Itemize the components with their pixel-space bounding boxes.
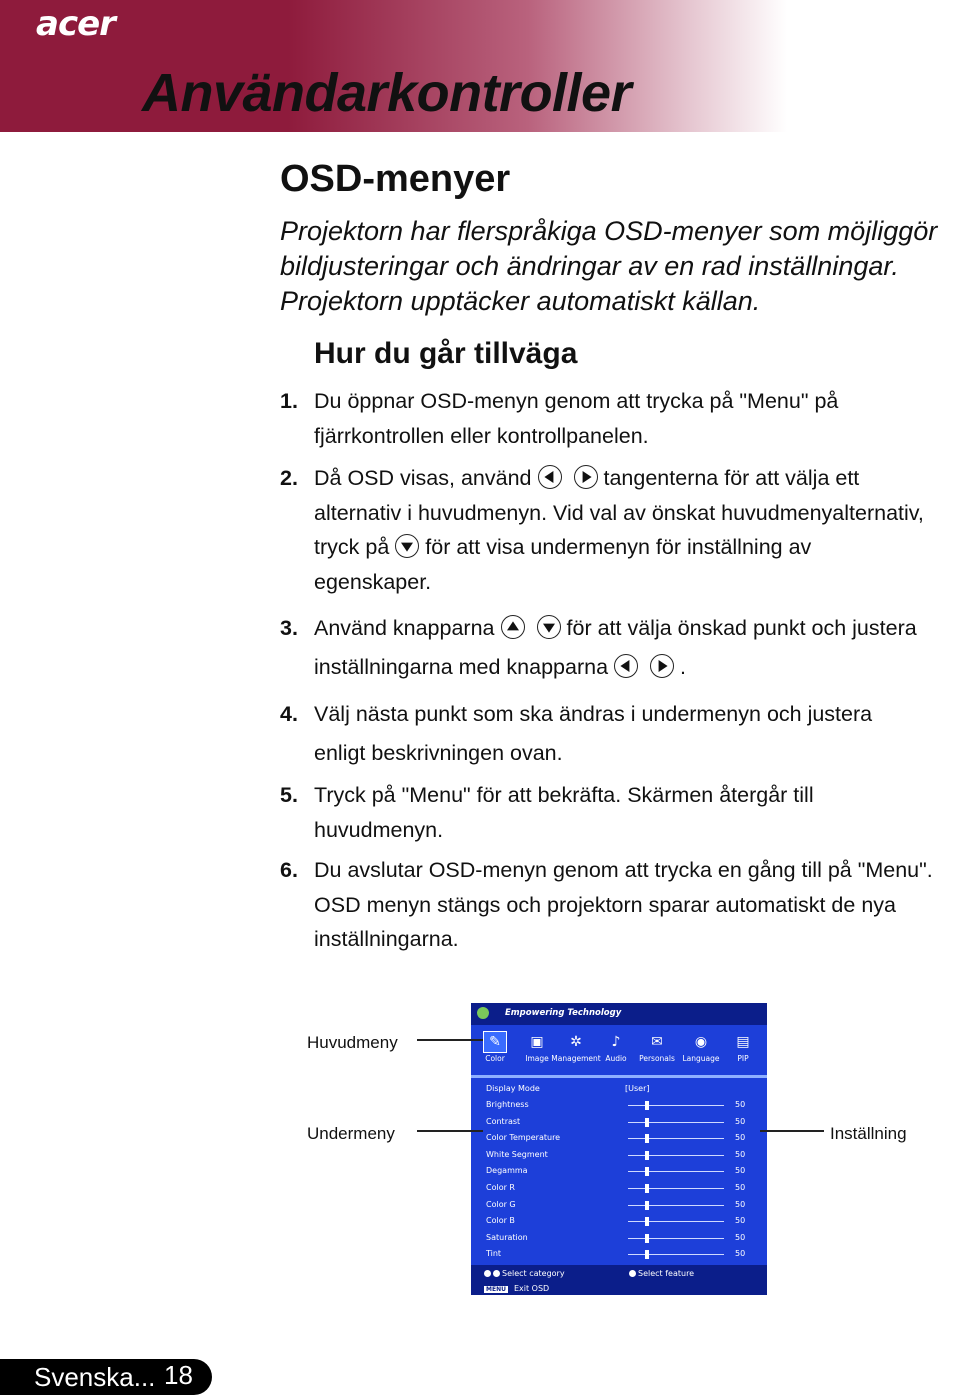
step-text: tangenterna för att välja ett — [603, 466, 860, 490]
osd-row-display-mode — [486, 1081, 758, 1097]
step-text: alternativ i huvudmenyn. Vid val av önskat huvudmenyalternativ, — [314, 500, 924, 525]
osd-row — [486, 1130, 758, 1146]
step-line — [314, 461, 960, 496]
step-text: inställningarna. — [314, 927, 459, 951]
howto-heading: Hur du går tillväga — [314, 337, 578, 370]
osd-slider-track — [628, 1188, 724, 1189]
page-number: 18 — [164, 1360, 193, 1390]
osd-row-label: Degamma — [486, 1166, 528, 1176]
osd-category-label: Audio — [605, 1054, 627, 1063]
osd-slider-track — [628, 1155, 724, 1156]
osd-slider-track — [628, 1138, 724, 1139]
step-text: för att visa undermenyn för inställning av — [425, 535, 812, 559]
step-4 — [280, 695, 960, 773]
step-text: Använd knapparna — [314, 616, 495, 640]
down-arrow-icon — [537, 615, 561, 639]
step-text: egenskaper. — [314, 569, 432, 594]
step-number: 3. — [280, 616, 298, 640]
osd-category-color — [475, 1029, 515, 1073]
osd-slider-track — [628, 1122, 724, 1123]
step-number: 4. — [280, 702, 298, 726]
osd-row-value: 50 — [735, 1149, 746, 1159]
footer-language: Svenska... — [34, 1362, 156, 1392]
down-arrow-icon — [629, 1270, 636, 1277]
step-text: OSD menyn stängs och projektorn sparar automatiskt de nya — [314, 892, 896, 917]
left-arrow-icon — [614, 654, 638, 678]
osd-row-value: 50 — [735, 1199, 746, 1209]
osd-row — [486, 1114, 758, 1130]
osd-category-management — [551, 1029, 601, 1073]
osd-slider-track — [628, 1171, 724, 1172]
right-arrow-icon — [650, 654, 674, 678]
intro-line: bildjusteringar och ändringar av en rad inställningar. — [280, 251, 899, 281]
speaker-icon: ♪ — [611, 1034, 621, 1050]
osd-row-label: White Segment — [486, 1149, 548, 1159]
document-icon: ✉ — [651, 1034, 663, 1050]
osd-category-language — [681, 1029, 721, 1073]
osd-row-value: 50 — [735, 1232, 746, 1242]
step-number: 2. — [280, 466, 298, 490]
step-text: för att välja önskad punkt och justera — [566, 616, 917, 640]
step-text: tryck på — [314, 535, 390, 559]
step-3 — [280, 609, 960, 687]
osd-slider-knob — [645, 1201, 649, 1210]
osd-screenshot — [471, 1003, 767, 1295]
step-text: fjärrkontrollen eller kontrollpanelen. — [314, 423, 649, 448]
step-5 — [280, 778, 960, 847]
step-text: enligt beskrivningen ovan. — [314, 741, 563, 765]
osd-category-label: Color — [485, 1054, 505, 1063]
callout-setting: Inställning — [830, 1124, 907, 1143]
osd-slider-knob — [645, 1234, 649, 1243]
osd-slider-track — [628, 1205, 724, 1206]
osd-category-label: Management — [551, 1054, 601, 1063]
osd-row-label: Color B — [486, 1216, 515, 1226]
step-text: Du öppnar OSD-menyn genom att trycka på "Menu" på — [314, 389, 839, 413]
callout-sub-menu: Undermeny — [307, 1124, 395, 1143]
step-text: Välj nästa punkt som ska ändras i undermenyn och justera — [314, 702, 873, 726]
osd-header-bar — [471, 1003, 767, 1025]
step-text: Då OSD visas, använd — [314, 466, 532, 490]
step-6 — [280, 853, 960, 957]
osd-hint-category: Select category — [484, 1269, 565, 1278]
osd-slider-knob — [645, 1217, 649, 1226]
step-text: . — [680, 655, 687, 679]
osd-row-value: [User] — [625, 1084, 650, 1093]
step-line — [314, 648, 960, 687]
step-line — [314, 609, 960, 648]
osd-row-value: 50 — [735, 1100, 746, 1109]
step-line — [314, 530, 960, 565]
osd-row-label: Contrast — [486, 1116, 521, 1126]
osd-row-value: 50 — [735, 1166, 746, 1176]
step-text: Tryck på "Menu" för att bekräfta. Skärmen återgår till — [314, 783, 814, 807]
osd-hint-exit: MENU Exit OSD — [486, 1284, 550, 1293]
step-number: 5. — [280, 783, 298, 807]
step-text: inställningarna med knapparna — [314, 655, 609, 679]
section-title: OSD-menyer — [280, 158, 511, 200]
osd-row — [486, 1213, 758, 1229]
osd-row — [486, 1180, 758, 1196]
menu-badge: MENU — [486, 1286, 506, 1293]
step-1 — [280, 384, 960, 453]
osd-row-value: 50 — [735, 1116, 746, 1126]
osd-category-label: Image — [525, 1054, 549, 1063]
osd-slider-knob — [645, 1167, 649, 1176]
osd-slider-track — [628, 1254, 724, 1255]
down-arrow-icon — [395, 534, 419, 558]
osd-row — [486, 1246, 758, 1262]
osd-category-label: Personals — [639, 1054, 675, 1063]
right-arrow-icon — [574, 465, 598, 489]
step-number: 1. — [280, 389, 298, 413]
step-number: 6. — [280, 858, 298, 882]
osd-slider-knob — [645, 1134, 649, 1143]
osd-category-label: PIP — [737, 1054, 749, 1063]
empowering-logo-icon — [477, 1007, 489, 1019]
osd-slider-knob — [645, 1118, 649, 1127]
page-footer — [0, 1359, 212, 1395]
osd-row-value: 50 — [735, 1216, 746, 1226]
page-title: Användarkontroller — [142, 63, 632, 123]
osd-slider-knob — [645, 1101, 649, 1110]
pip-icon: ▤ — [736, 1034, 750, 1050]
intro-line: Projektorn har flerspråkiga OSD-menyer som möjliggör — [280, 216, 938, 246]
step-text: Du avslutar OSD-menyn genom att trycka en gång till på "Menu". — [314, 858, 933, 882]
osd-slider-knob — [645, 1151, 649, 1160]
osd-divider — [471, 1075, 767, 1078]
image-icon: ▣ — [530, 1034, 544, 1050]
osd-header-text: Empowering Technology — [505, 1008, 622, 1018]
osd-slider-track — [628, 1221, 724, 1222]
osd-category-label: Language — [682, 1054, 720, 1063]
callout-line — [417, 1039, 483, 1041]
osd-row-label: Color R — [486, 1183, 515, 1192]
osd-row-label: Color G — [486, 1199, 516, 1209]
osd-hint-feature: Select feature — [629, 1269, 694, 1278]
callout-main-menu: Huvudmeny — [307, 1033, 398, 1052]
osd-row — [486, 1163, 758, 1179]
header-banner — [0, 0, 960, 132]
acer-logo: acer — [36, 4, 115, 44]
palette-icon: ✎ — [484, 1032, 506, 1052]
osd-row — [486, 1147, 758, 1163]
intro-paragraph — [280, 214, 960, 319]
step-2 — [280, 461, 960, 599]
osd-row-value: 50 — [735, 1249, 746, 1259]
up-arrow-icon — [501, 615, 525, 639]
osd-row-label: Tint — [486, 1249, 502, 1259]
osd-row-label: Display Mode — [486, 1084, 540, 1093]
osd-slider-track — [628, 1238, 724, 1239]
right-arrow-icon — [493, 1270, 500, 1277]
left-arrow-icon — [484, 1270, 491, 1277]
step-text: huvudmenyn. — [314, 817, 444, 842]
osd-row-label: Saturation — [486, 1232, 528, 1242]
osd-row — [486, 1097, 758, 1113]
intro-line: Projektorn upptäcker automatiskt källan. — [280, 286, 761, 316]
osd-category-pip — [723, 1029, 763, 1073]
left-arrow-icon — [538, 465, 562, 489]
osd-row-value: 50 — [735, 1183, 746, 1192]
osd-row — [486, 1230, 758, 1246]
osd-category-personals — [637, 1029, 677, 1073]
osd-footer — [471, 1265, 767, 1295]
osd-row-label: Brightness — [486, 1100, 529, 1109]
globe-icon: ◉ — [694, 1034, 708, 1050]
callout-line — [417, 1130, 483, 1132]
wrench-icon: ✲ — [570, 1034, 582, 1050]
osd-slider-knob — [645, 1184, 649, 1193]
osd-slider-knob — [645, 1250, 649, 1259]
osd-category-audio — [596, 1029, 636, 1073]
osd-row — [486, 1197, 758, 1213]
osd-row-label: Color Temperature — [486, 1133, 561, 1143]
osd-row-value: 50 — [735, 1133, 746, 1143]
osd-slider-track — [628, 1105, 724, 1106]
callout-line — [760, 1130, 824, 1132]
